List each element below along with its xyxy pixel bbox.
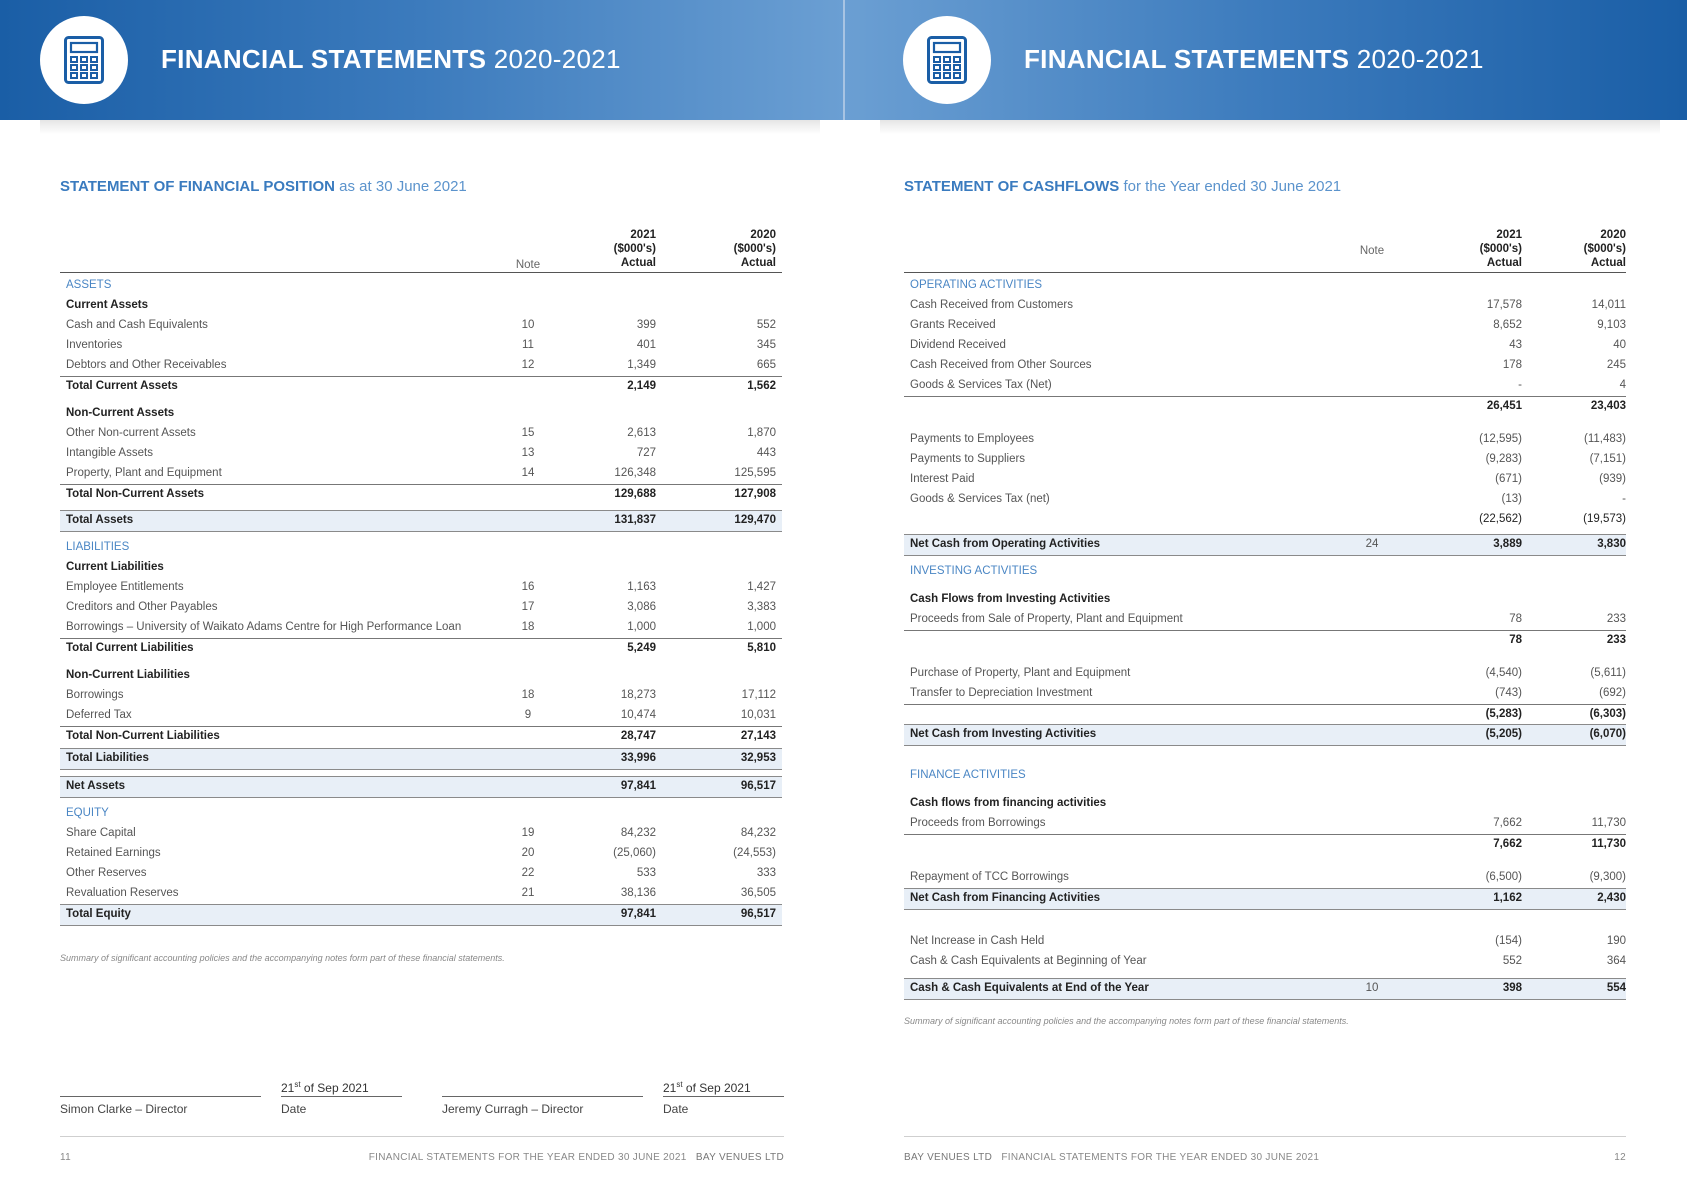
row-label: Creditors and Other Payables [66,601,218,613]
cell-v20: 552 [756,319,776,331]
row-label: Borrowings [66,689,124,701]
table-row [60,558,782,578]
column-header-2020: Actual [1590,257,1626,269]
cell-v21: 97,841 [620,908,656,920]
cell-v21: (671) [1495,473,1522,485]
cell-v20: 233 [1606,634,1626,646]
cell-v21: 533 [636,867,656,879]
row-label: Non-Current Liabilities [66,669,190,681]
cell-v21: 38,136 [620,887,656,899]
row-label: Revaluation Reserves [66,887,179,899]
table-row [60,706,782,726]
cell-v20: 3,383 [747,601,776,613]
cell-v20: 5,810 [747,642,776,654]
table-row [904,510,1626,530]
logo-badge [40,16,128,104]
row-label: Non-Current Assets [66,407,175,419]
cell-v21: 3,889 [1493,538,1522,550]
table-row [904,316,1626,336]
total-row [60,638,782,658]
row-note: 19 [521,827,535,839]
row-note: 21 [521,887,535,899]
row-label: Current Assets [66,299,149,311]
table-row [60,844,782,864]
cell-v21: 5,249 [627,642,656,654]
table-row [60,356,782,376]
row-label: Grants Received [910,319,996,331]
row-note: 24 [1365,538,1379,550]
cell-v20: (11,483) [1584,433,1626,445]
table-row [904,296,1626,316]
table-row [60,444,782,464]
column-header-2020: 2020 [750,229,776,241]
cell-v21: 1,349 [627,359,656,371]
column-header-2021: Actual [1486,257,1522,269]
table-row [904,396,1626,416]
table-row [904,932,1626,952]
cell-v21: 2,149 [627,380,656,392]
page-spine [843,0,845,120]
header-rule [904,272,1626,273]
cell-v20: 443 [756,447,776,459]
table-row [904,470,1626,490]
row-label: Cash & Cash Equivalents at End of the Year [910,982,1149,994]
cell-v21: 7,662 [1493,838,1522,850]
cell-v21: 1,000 [627,621,656,633]
footnote: Summary of significant accounting policies and the accompanying notes form part of these financial statements. [904,1016,1349,1026]
total-row [60,904,782,926]
section-heading-row [904,276,1626,296]
signature-line [60,1096,261,1097]
calculator-icon [927,36,967,84]
cell-v20: (19,573) [1583,513,1626,525]
calculator-icon [64,36,104,84]
cell-v21: 129,688 [614,488,656,500]
column-header-2020: 2020 [1600,229,1626,241]
row-label: Proceeds from Sale of Property, Plant and Equipment [910,613,1183,625]
cell-v20: 125,595 [734,467,776,479]
table-row [904,610,1626,630]
section-heading-row [60,276,782,296]
table-row [60,884,782,904]
cell-v20: 127,908 [734,488,776,500]
total-row [60,748,782,770]
cell-v21: 8,652 [1493,319,1522,331]
row-label: Transfer to Depreciation Investment [910,687,1093,699]
row-note: 14 [521,467,535,479]
cell-v20: 2,430 [1597,892,1626,904]
table-row [904,450,1626,470]
table-row [904,630,1626,650]
cell-v21: 28,747 [620,730,656,742]
section-title-financial-position: STATEMENT OF FINANCIAL POSITION as at 30 June 2021 [60,178,467,195]
row-label: ASSETS [66,279,112,291]
table-row [60,578,782,598]
cell-v21: - [1518,379,1522,391]
section-heading-row [904,562,1626,582]
row-label: Inventories [66,339,123,351]
row-label: EQUITY [66,807,109,819]
cell-v21: 552 [1502,955,1522,967]
column-header-2021: 2021 [1496,229,1522,241]
row-label: Borrowings – University of Waikato Adams Centre for High Performance Loan [66,621,462,633]
page-number: 12 [1614,1152,1626,1163]
date-label: Date [281,1102,307,1116]
section-heading-row [60,538,782,558]
cell-v20: (6,070) [1589,728,1626,740]
cell-v21: 2,613 [627,427,656,439]
column-header-2021: ($000's) [1479,243,1522,255]
cell-v20: 23,403 [1590,400,1626,412]
financial-position-table [60,228,782,948]
cell-v21: 178 [1502,359,1522,371]
table-row [60,424,782,444]
row-label: Total Current Liabilities [66,642,194,654]
row-label: Other Non-current Assets [66,427,196,439]
row-note: 13 [521,447,535,459]
cell-v20: 17,112 [741,689,776,701]
cell-v20: 1,427 [747,581,776,593]
cell-v21: 401 [636,339,656,351]
row-label: Payments to Employees [910,433,1035,445]
table-row [904,490,1626,510]
table-row [60,686,782,706]
row-label: Total Assets [66,514,134,526]
cell-v21: 399 [636,319,656,331]
cell-v21: 7,662 [1493,817,1522,829]
cell-v20: 14,011 [1591,299,1626,311]
row-label: FINANCE ACTIVITIES [910,769,1026,781]
page-number: 11 [60,1152,71,1163]
cell-v20: 36,505 [740,887,776,899]
cell-v20: (7,151) [1589,453,1626,465]
row-note: 15 [521,427,535,439]
cell-v20: 4 [1619,379,1626,391]
table-row [904,356,1626,376]
row-label: Goods & Services Tax (Net) [910,379,1052,391]
footer-rule [904,1136,1626,1137]
cell-v21: 131,837 [614,514,656,526]
total-row [904,534,1626,556]
row-note: 22 [521,867,535,879]
row-label: Cash and Cash Equivalents [66,319,208,331]
row-label: Total Non-Current Assets [66,488,205,500]
table-row [904,430,1626,450]
section-title-cashflows: STATEMENT OF CASHFLOWS for the Year ended 30 June 2021 [904,178,1342,195]
row-label: Cash Flows from Investing Activities [910,593,1111,605]
column-header-note: Note [1359,245,1385,257]
cell-v20: 27,143 [740,730,776,742]
cell-v21: 727 [636,447,656,459]
cell-v20: 190 [1606,935,1626,947]
row-label: Net Cash from Operating Activities [910,538,1101,550]
page-title: FINANCIAL STATEMENTS 2020-2021 [1024,44,1484,74]
table-row [60,336,782,356]
cell-v21: (5,283) [1485,708,1522,720]
section-heading-row [904,766,1626,786]
row-label: Cash & Cash Equivalents at Beginning of Year [910,955,1147,967]
row-label: LIABILITIES [66,541,130,553]
table-row [904,834,1626,854]
total-row [904,724,1626,746]
cell-v21: 26,451 [1486,400,1522,412]
table-row [904,704,1626,724]
cell-v20: (6,303) [1589,708,1626,720]
row-note: 9 [524,709,532,721]
footer-title: BAY VENUES LTD FINANCIAL STATEMENTS FOR THE YEAR ENDED 30 JUNE 2021 [904,1152,1320,1163]
banner-shadow [40,120,820,134]
section-heading-row [60,804,782,824]
page-title: FINANCIAL STATEMENTS 2020-2021 [161,44,621,74]
row-note: 10 [521,319,535,331]
row-label: Repayment of TCC Borrowings [910,871,1069,883]
row-label: Total Equity [66,908,131,920]
row-note: 11 [522,339,534,351]
logo-badge [903,16,991,104]
row-label: Property, Plant and Equipment [66,467,222,479]
row-label: Employee Entitlements [66,581,184,593]
table-row [904,794,1626,814]
row-label: Payments to Suppliers [910,453,1026,465]
table-row [60,404,782,424]
date-line [663,1096,784,1097]
cell-v20: (5,611) [1590,667,1626,679]
cell-v20: 1,562 [747,380,776,392]
cell-v21: (4,540) [1485,667,1522,679]
column-header-2020: ($000's) [733,243,776,255]
banner-shadow [880,120,1660,134]
cell-v21: 97,841 [620,780,656,792]
row-label: Cash Received from Customers [910,299,1073,311]
cell-v20: (9,300) [1589,871,1626,883]
header-rule [60,272,782,273]
table-row [904,336,1626,356]
total-row [60,510,782,532]
cell-v20: 9,103 [1597,319,1626,331]
row-label: Cash Received from Other Sources [910,359,1092,371]
row-label: Debtors and Other Receivables [66,359,227,371]
signature-date: 21st of Sep 2021 [281,1080,369,1095]
cell-v20: 245 [1606,359,1626,371]
cell-v21: (5,205) [1485,728,1522,740]
table-row [60,296,782,316]
cell-v20: 96,517 [740,908,776,920]
date-line [281,1096,402,1097]
row-note: 12 [521,359,535,371]
table-row [60,464,782,484]
cell-v20: 554 [1606,982,1626,994]
cell-v21: (12,595) [1479,433,1522,445]
column-header-2020: ($000's) [1583,243,1626,255]
cell-v20: 665 [756,359,776,371]
cell-v21: 10,474 [620,709,656,721]
row-label: OPERATING ACTIVITIES [910,279,1043,291]
cell-v21: (13) [1501,493,1522,505]
cell-v20: - [1622,493,1626,505]
cell-v21: 78 [1509,613,1522,625]
table-row [904,590,1626,610]
table-row [904,664,1626,684]
cell-v20: (692) [1599,687,1626,699]
row-label: Interest Paid [910,473,975,485]
total-row [904,978,1626,1000]
cell-v20: 10,031 [740,709,776,721]
table-row [904,868,1626,888]
total-row [60,776,782,798]
cell-v21: 17,578 [1486,299,1522,311]
cell-v21: 33,996 [620,752,656,764]
cell-v21: (25,060) [613,847,656,859]
footnote: Summary of significant accounting policies and the accompanying notes form part of these financial statements. [60,953,505,963]
cell-v21: (154) [1495,935,1522,947]
cell-v20: 233 [1606,613,1626,625]
table-row [60,598,782,618]
row-label: Goods & Services Tax (net) [910,493,1050,505]
table-row [904,814,1626,834]
row-label: INVESTING ACTIVITIES [910,565,1038,577]
cell-v21: (22,562) [1479,513,1522,525]
cell-v20: 3,830 [1597,538,1626,550]
row-note: 10 [1365,982,1379,994]
row-label: Net Cash from Investing Activities [910,728,1097,740]
cell-v20: 11,730 [1591,838,1626,850]
table-row [60,666,782,686]
row-label: Share Capital [66,827,136,839]
cell-v20: 333 [756,867,776,879]
table-row [904,952,1626,972]
table-row [60,316,782,336]
row-note: 20 [521,847,535,859]
date-label: Date [663,1102,689,1116]
row-label: Total Current Assets [66,380,178,392]
cell-v20: 32,953 [740,752,776,764]
cell-v20: (939) [1599,473,1626,485]
total-row [904,888,1626,910]
cell-v21: 43 [1509,339,1522,351]
footer-title: FINANCIAL STATEMENTS FOR THE YEAR ENDED 30 JUNE 2021 BAY VENUES LTD [368,1152,784,1163]
row-label: Total Non-Current Liabilities [66,730,220,742]
total-row [60,484,782,504]
row-label: Net Assets [66,780,126,792]
table-row [904,376,1626,396]
column-header-2021: ($000's) [613,243,656,255]
row-note: 18 [521,621,535,633]
cell-v20: (24,553) [733,847,776,859]
row-label: Retained Earnings [66,847,161,859]
cell-v21: 1,163 [627,581,656,593]
cell-v21: (9,283) [1485,453,1522,465]
table-row [60,618,782,638]
table-row [60,824,782,844]
table-row [60,864,782,884]
cell-v21: (743) [1495,687,1522,699]
row-label: Total Liabilities [66,752,149,764]
footer-rule [60,1136,784,1137]
signature-line [442,1096,643,1097]
cell-v21: 78 [1509,634,1522,646]
column-header-2021: Actual [620,257,656,269]
cell-v20: 345 [756,339,776,351]
cell-v20: 96,517 [740,780,776,792]
column-header-note: Note [515,259,541,271]
row-label: Cash flows from financing activities [910,797,1107,809]
row-label: Purchase of Property, Plant and Equipment [910,667,1131,679]
cell-v20: 84,232 [740,827,776,839]
signature-date: 21st of Sep 2021 [663,1080,751,1095]
column-header-2021: 2021 [630,229,656,241]
cell-v20: 1,000 [747,621,776,633]
total-row [60,376,782,396]
cell-v21: 3,086 [627,601,656,613]
signatory-name: Jeremy Curragh – Director [442,1102,584,1116]
row-label: Intangible Assets [66,447,153,459]
cell-v21: 126,348 [614,467,656,479]
row-label: Net Cash from Financing Activities [910,892,1100,904]
table-row [904,684,1626,704]
cell-v20: 364 [1606,955,1626,967]
cell-v20: 1,870 [747,427,776,439]
row-note: 17 [521,601,535,613]
row-label: Current Liabilities [66,561,164,573]
cell-v20: 129,470 [734,514,776,526]
cell-v21: (6,500) [1485,871,1522,883]
cell-v21: 18,273 [620,689,656,701]
cell-v20: 40 [1613,339,1626,351]
cell-v21: 1,162 [1493,892,1522,904]
row-note: 18 [521,689,535,701]
signatory-name: Simon Clarke – Director [60,1102,188,1116]
row-label: Other Reserves [66,867,147,879]
row-label: Proceeds from Borrowings [910,817,1046,829]
column-header-2020: Actual [740,257,776,269]
cell-v21: 84,232 [620,827,656,839]
cell-v21: 398 [1502,982,1522,994]
row-label: Deferred Tax [66,709,132,721]
row-label: Dividend Received [910,339,1006,351]
row-note: 16 [521,581,535,593]
row-label: Net Increase in Cash Held [910,935,1045,947]
total-row [60,726,782,746]
cashflow-table [904,228,1626,1018]
cell-v20: 11,730 [1591,817,1626,829]
